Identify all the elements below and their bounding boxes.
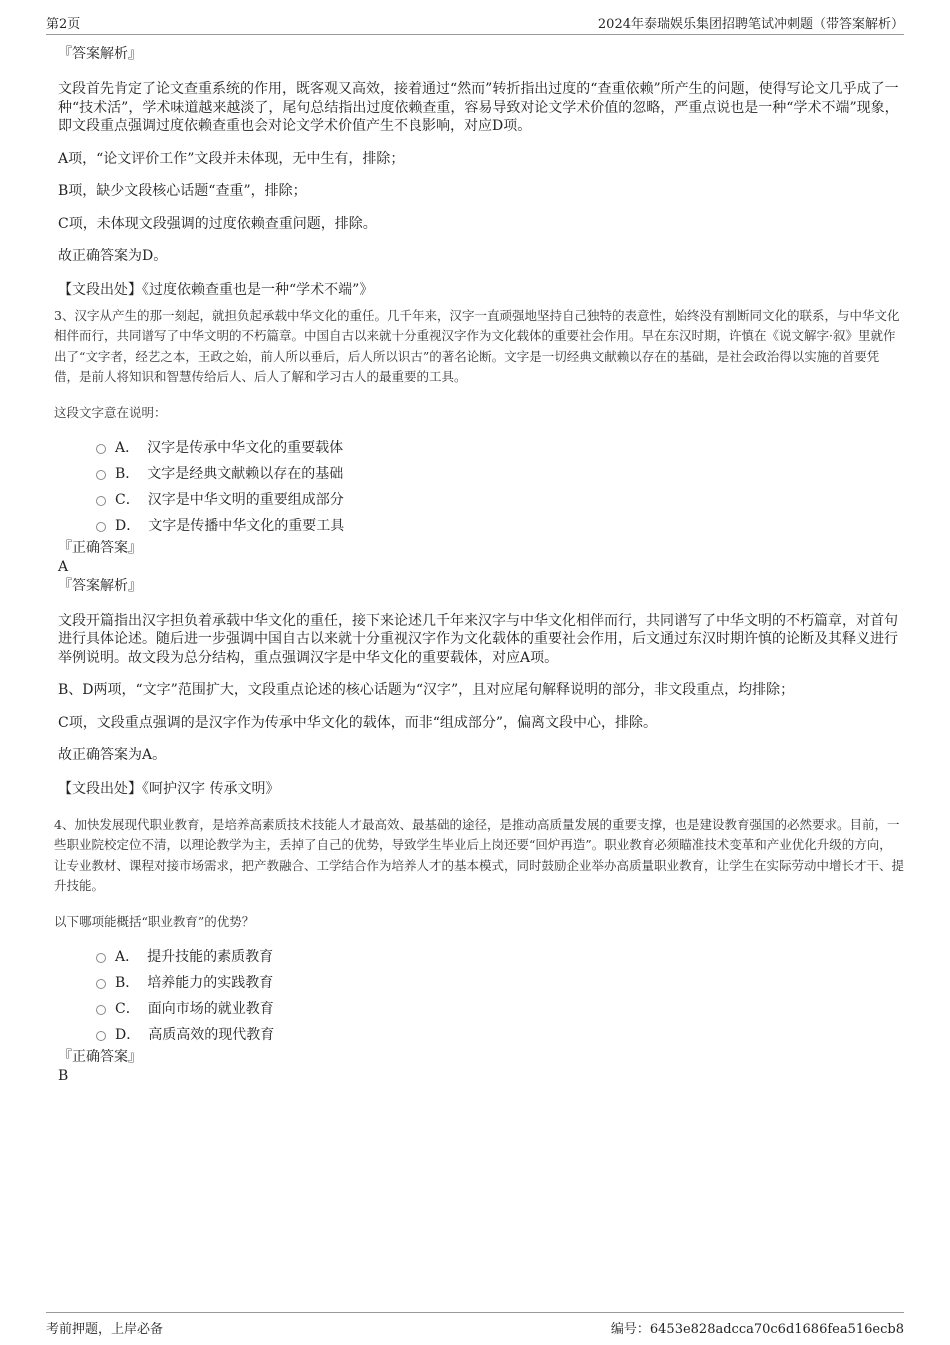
analysis-label: 『答案解析』: [58, 577, 142, 594]
option-text: 面向市场的就业教育: [147, 1000, 274, 1017]
correct-answer-label: 『正确答案』: [58, 1048, 142, 1065]
analysis-label: 『答案解析』: [58, 46, 142, 62]
correct-answer: A: [58, 558, 69, 575]
page-content: [46, 44, 904, 1085]
option-text: 文字是传播中华文化的重要工具: [148, 517, 345, 534]
page-header: [46, 10, 904, 35]
text-source: 【文段出处】《呵护汉字 传承文明》: [58, 780, 280, 797]
radio-icon[interactable]: [96, 979, 106, 989]
radio-icon[interactable]: [96, 953, 106, 963]
radio-icon[interactable]: [96, 444, 106, 454]
analysis-paragraph: 故正确答案为D。: [58, 248, 168, 264]
document-serial: 编号：6453e828adcca70c6d1686fea516ecb8: [610, 1322, 904, 1337]
question-3-text: 3、汉字从产生的那一刻起，就担负起承载中华文化的重任。几千年来，汉字一直顽强地坚持自己独特的表意性，始终没有割断同文化的联系，与中华文化相伴而行，共同谱写了中华文明的不朽篇章。中国自古以来就十分重视汉字作为文化载体的重要社会作用。早在东汉时期，许慎在《说文解字·叙》里就作出了“文字者，经艺之本，王政之始，前人所以垂后，后人所以识古”的著名论断。文字是一切经典文献赖以存在的基础，是社会政治得以实施的首要凭借，是前人将知识和智慧传给后人、后人了解和学习古人的最重要的工具。: [54, 307, 900, 384]
analysis-paragraph: 文段首先肯定了论文查重系统的作用，既客观又高效，接着通过“然而”转折指出过度的“查重依赖”所产生的问题，使得写论文几乎成了一种“技术活”，学术味道越来越淡了，尾句总结指出过度依赖查重，容易导致对论文学术价值的忽略，严重点说也是一种“学术不端”现象，即文段重点强调过度依赖查重也会对论文学术价值产生不良影响，对应D项。: [58, 81, 899, 134]
document-title: 2024年泰瑞娱乐集团招聘笔试冲刺题（带答案解析）: [597, 17, 904, 32]
question-3-options: [96, 434, 904, 538]
option-a[interactable]: A． 汉字是传承中华文化的重要载体: [96, 434, 904, 460]
option-c[interactable]: C． 汉字是中华文明的重要组成部分: [96, 486, 904, 512]
text-source: 【文段出处】《过度依赖查重也是一种“学术不端”》: [58, 281, 374, 298]
analysis-paragraph: C项，未体现文段强调的过度依赖查重问题，排除。: [58, 215, 377, 232]
option-d[interactable]: D． 文字是传播中华文化的重要工具: [96, 512, 904, 538]
correct-answer-label: 『正确答案』: [58, 539, 142, 556]
analysis-paragraph: A项，“论文评价工作”文段并未体现，无中生有，排除；: [58, 150, 405, 167]
radio-icon[interactable]: [96, 1005, 106, 1015]
analysis-paragraph: 文段开篇指出汉字担负着承载中华文化的重任，接下来论述几千年来汉字与中华文化相伴而行，共同谱写了中华文明的不朽篇章，对首句进行具体论述。随后进一步强调中国自古以来就十分重视汉字作为文化载体的重要社会作用，后文通过东汉时期许慎的论断及其释义进行举例说明。故文段为总分结构，重点强调汉字是中华文化的重要载体，对应A项。: [58, 612, 898, 666]
option-a[interactable]: A． 提升技能的素质教育: [96, 943, 904, 969]
question-3-prompt: 这段文字意在说明：: [54, 404, 167, 420]
correct-answer: B: [58, 1067, 69, 1084]
option-text: 提升技能的素质教育: [147, 948, 274, 965]
option-text: 高质高效的现代教育: [148, 1026, 275, 1043]
option-text: 汉字是传承中华文化的重要载体: [147, 439, 344, 456]
question-4-text: 4、加快发展现代职业教育，是培养高素质技术技能人才最高效、最基础的途径，是推动高质量发展的重要支撑，也是建设教育强国的必然要求。目前，一些职业院校定位不清，以理论教学为主，丢掉了自己的优势，导致学生毕业后上岗还要“回炉再造”。职业教育必须瞄准技术变革和产业优化升级的方向，让专业教材、课程对接市场需求，把产教融合、工学结合作为培养人才的基本模式，同时鼓励企业举办高质量职业教育，让学生在实际劳动中增长才干、提升技能。: [54, 816, 905, 893]
radio-icon[interactable]: [96, 522, 106, 532]
option-text: 汉字是中华文明的重要组成部分: [147, 491, 344, 508]
question-4-prompt: 以下哪项能概括“职业教育”的优势？: [54, 913, 255, 929]
question-4-options: [96, 943, 904, 1047]
option-text: 培养能力的实践教育: [147, 974, 274, 991]
analysis-paragraph: 故正确答案为A。: [58, 747, 167, 763]
option-text: 文字是经典文献赖以存在的基础: [147, 465, 344, 482]
radio-icon[interactable]: [96, 470, 106, 480]
radio-icon[interactable]: [96, 496, 106, 506]
page-footer: [46, 1312, 904, 1337]
analysis-paragraph: B、D两项，“文字”范围扩大，文段重点论述的核心话题为“汉字”，且对应尾句解释说明的部分，非文段重点，均排除；: [58, 682, 795, 698]
footer-slogan: 考前押题，上岸必备: [46, 1322, 164, 1337]
analysis-paragraph: C项，文段重点强调的是汉字作为传承中华文化的载体，而非“组成部分”，偏离文段中心，排除。: [58, 714, 658, 731]
option-b[interactable]: B． 文字是经典文献赖以存在的基础: [96, 460, 904, 486]
option-b[interactable]: B． 培养能力的实践教育: [96, 969, 904, 995]
option-c[interactable]: C． 面向市场的就业教育: [96, 995, 904, 1021]
analysis-paragraph: B项，缺少文段核心话题“查重”，排除；: [58, 183, 307, 199]
radio-icon[interactable]: [96, 1031, 106, 1041]
option-d[interactable]: D． 高质高效的现代教育: [96, 1021, 904, 1047]
page-number: 第2页: [46, 17, 81, 32]
